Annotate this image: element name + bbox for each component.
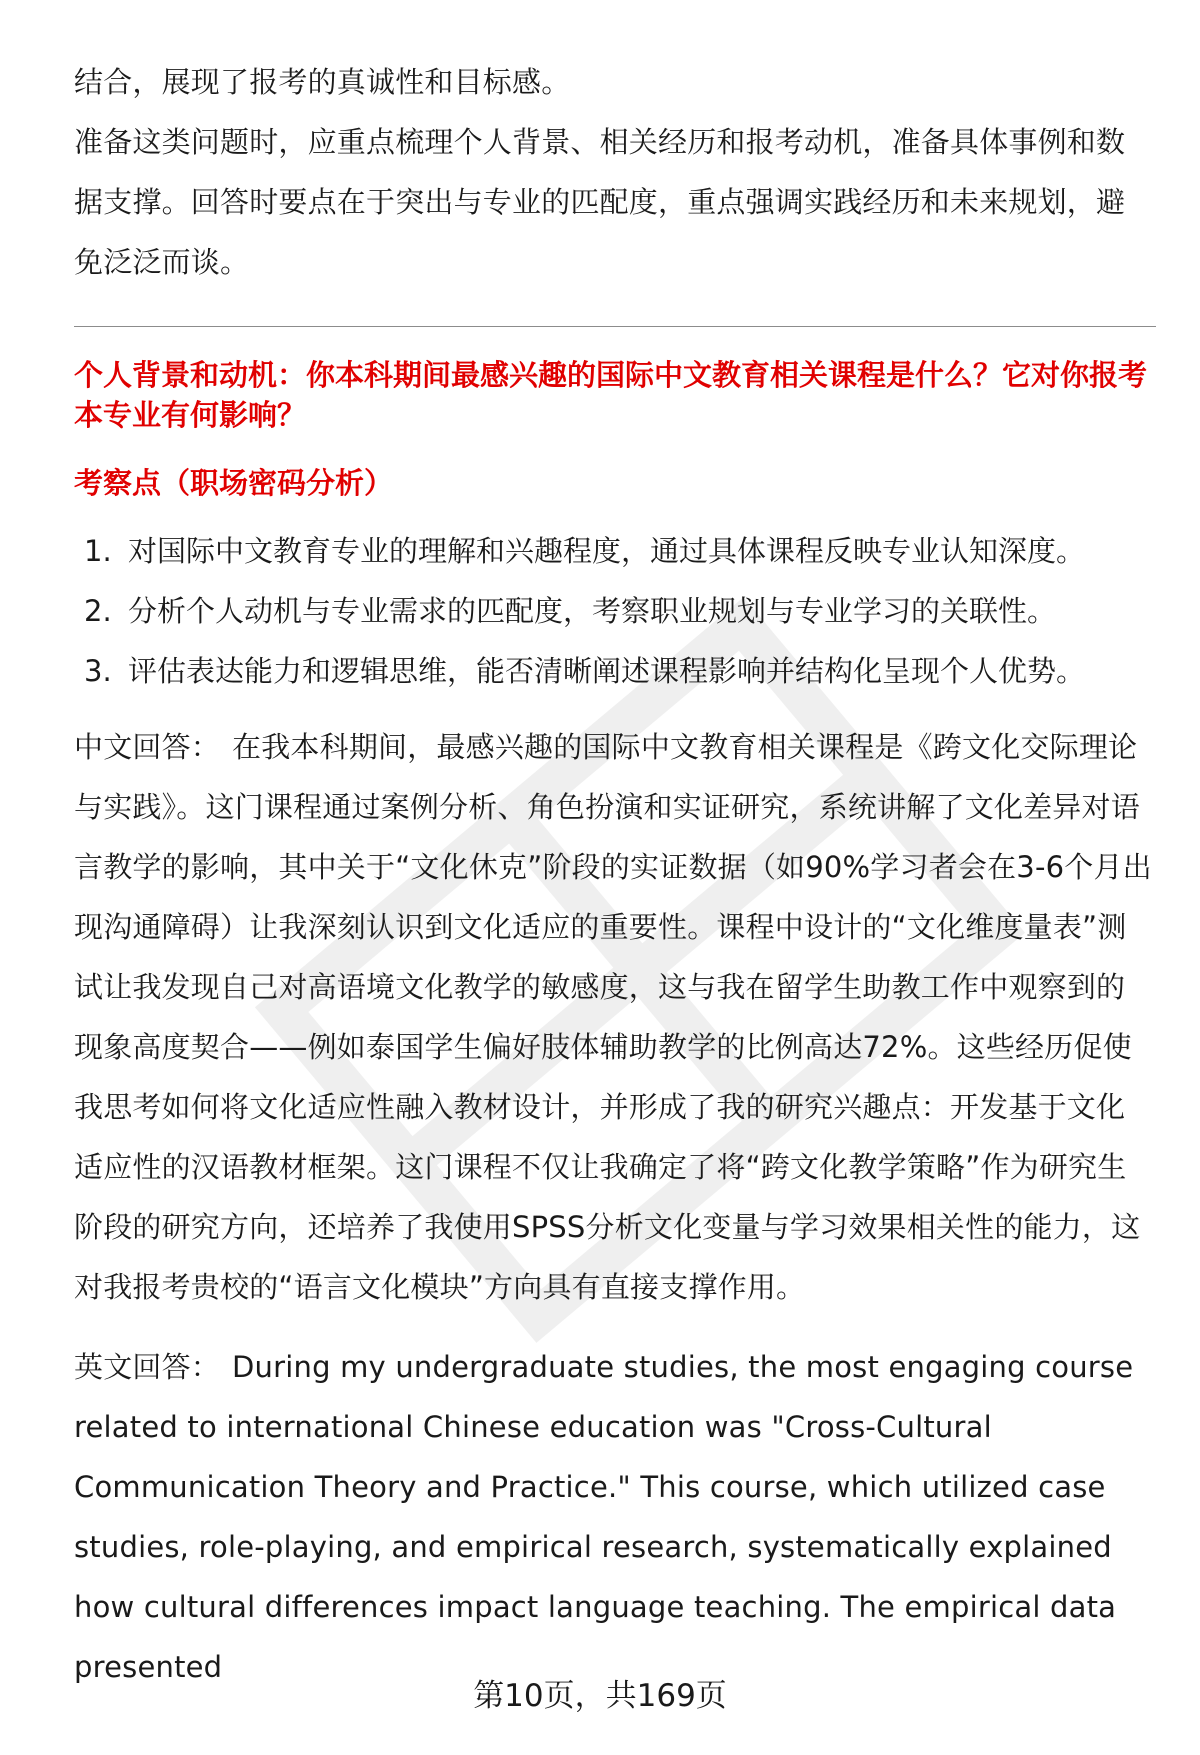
list-item-number: 1. [84,534,112,568]
list-item-number: 2. [84,594,112,628]
intro-line: 结合，展现了报考的真诚性和目标感。 [74,65,571,99]
prep-paragraph: 准备这类问题时，应重点梳理个人背景、相关经历和报考动机，准备具体事例和数据支撑。回答时要点在于突出与专业的匹配度，重点强调实践经历和未来规划，避免泛泛而谈。 [74,125,1126,279]
list-item-text: 评估表达能力和逻辑思维，能否清晰阐述课程影响并结构化呈现个人优势。 [128,654,1086,688]
list-item [84,641,1154,701]
english-answer-label: 英文回答： [74,1350,221,1384]
chinese-answer-text: 在我本科期间，最感兴趣的国际中文教育相关课程是《跨文化交际理论与实践》。这门课程通过案例分析、角色扮演和实证研究，系统讲解了文化差异对语言教学的影响，其中关于“文化休克”阶段的实证数据（如90%学习者会在3-6个月出现沟通障碍）让我深刻认识到文化适应的重要性。课程中设计的“文化维度量表”测试让我发现自己对高语境文化教学的敏感度，这与我在留学生助教工作中观察到的现象高度契合——例如泰国学生偏好肢体辅助教学的比例高达72%。这些经历促使我思考如何将文化适应性融入教材设计，并形成了我的研究兴趣点：开发基于文化适应性的汉语教材框架。这门课程不仅让我确定了将“跨文化教学策略”作为研究生阶段的研究方向，还培养了我使用SPSS分析文化变量与学习效果相关性的能力，这对我报考贵校的“语言文化模块”方向具有直接支撑作用。 [74,730,1152,1304]
question-title: 个人背景和动机：你本科期间最感兴趣的国际中文教育相关课程是什么？它对你报考本专业有何影响？ [74,358,1148,432]
chinese-answer-label: 中文回答： [74,730,221,764]
section-divider [74,326,1156,327]
list-item [84,521,1154,581]
list-item [84,581,1154,641]
list-item-text: 分析个人动机与专业需求的匹配度，考察职业规划与专业学习的关联性。 [128,594,1057,628]
assessment-list [84,521,1154,701]
chinese-answer [74,717,1154,1317]
assessment-title: 考察点（职场密码分析） [74,466,394,500]
english-answer [74,1337,1154,1697]
english-answer-text: During my undergraduate studies, the most engaging course related to international Chinese education was "Cross-Cultural Communication Theory and Practice." This course, which utilized case studies, role-playing, and empirical research, systematically explained how cultural differences impact language teaching. The empirical data presented [74,1350,1134,1684]
list-item-text: 对国际中文教育专业的理解和兴趣程度，通过具体课程反映专业认知深度。 [128,534,1086,568]
list-item-number: 3. [84,654,112,688]
page-footer: 第10页，共169页 [473,1678,727,1714]
document-page [74,52,1154,1697]
